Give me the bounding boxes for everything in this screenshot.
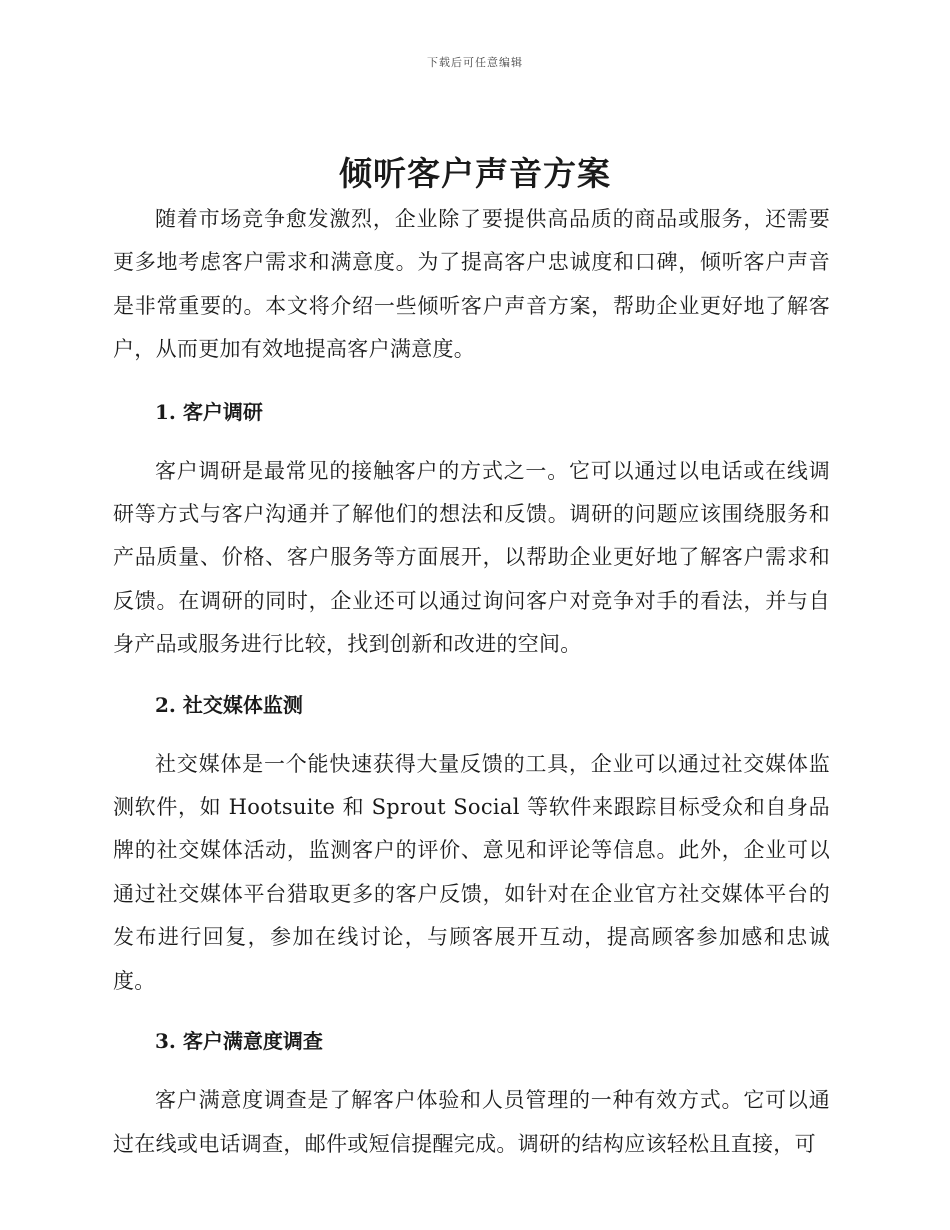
section-heading-1: 1. 客户调研 [155, 399, 263, 424]
section-body-3: 客户满意度调查是了解客户体验和人员管理的一种有效方式。它可以通过在线或电话调查，邮件或短信提醒完成。调研的结构应该轻松且直接，可 [113, 1088, 830, 1156]
page-header-note: 下载后可任意编辑 [427, 56, 523, 69]
intro-paragraph: 随着市场竞争愈发激烈，企业除了要提供高品质的商品或服务，还需要更多地考虑客户需求和满意度。为了提高客户忠诚度和口碑，倾听客户声音是非常重要的。本文将介绍一些倾听客户声音方案，帮助企业更好地了解客户，从而更加有效地提高客户满意度。 [113, 207, 830, 362]
section-body-2: 社交媒体是一个能快速获得大量反馈的工具，企业可以通过社交媒体监测软件，如 Hootsuite 和 Sprout Social 等软件来跟踪目标受众和自身品牌的社交媒体活动，监测客户的评价、意见和评论等信息。此外，企业可以通过社交媒体平台猎取更多的客户反馈，如针对在企业官方社交媒体平台的发布进行回复，参加在线讨论，与顾客展开互动，提高顾客参加感和忠诚度。 [113, 751, 830, 993]
section-body-1: 客户调研是最常见的接触客户的方式之一。它可以通过以电话或在线调研等方式与客户沟通并了解他们的想法和反馈。调研的问题应该围绕服务和产品质量、价格、客户服务等方面展开，以帮助企业更好地了解客户需求和反馈。在调研的同时，企业还可以通过询问客户对竞争对手的看法，并与自身产品或服务进行比较，找到创新和改进的空间。 [113, 458, 830, 657]
section-heading-3: 3. 客户满意度调查 [155, 1029, 323, 1054]
section-heading-2: 2. 社交媒体监测 [155, 692, 303, 717]
document-title: 倾听客户声音方案 [339, 154, 611, 193]
document-body [113, 198, 830, 1166]
